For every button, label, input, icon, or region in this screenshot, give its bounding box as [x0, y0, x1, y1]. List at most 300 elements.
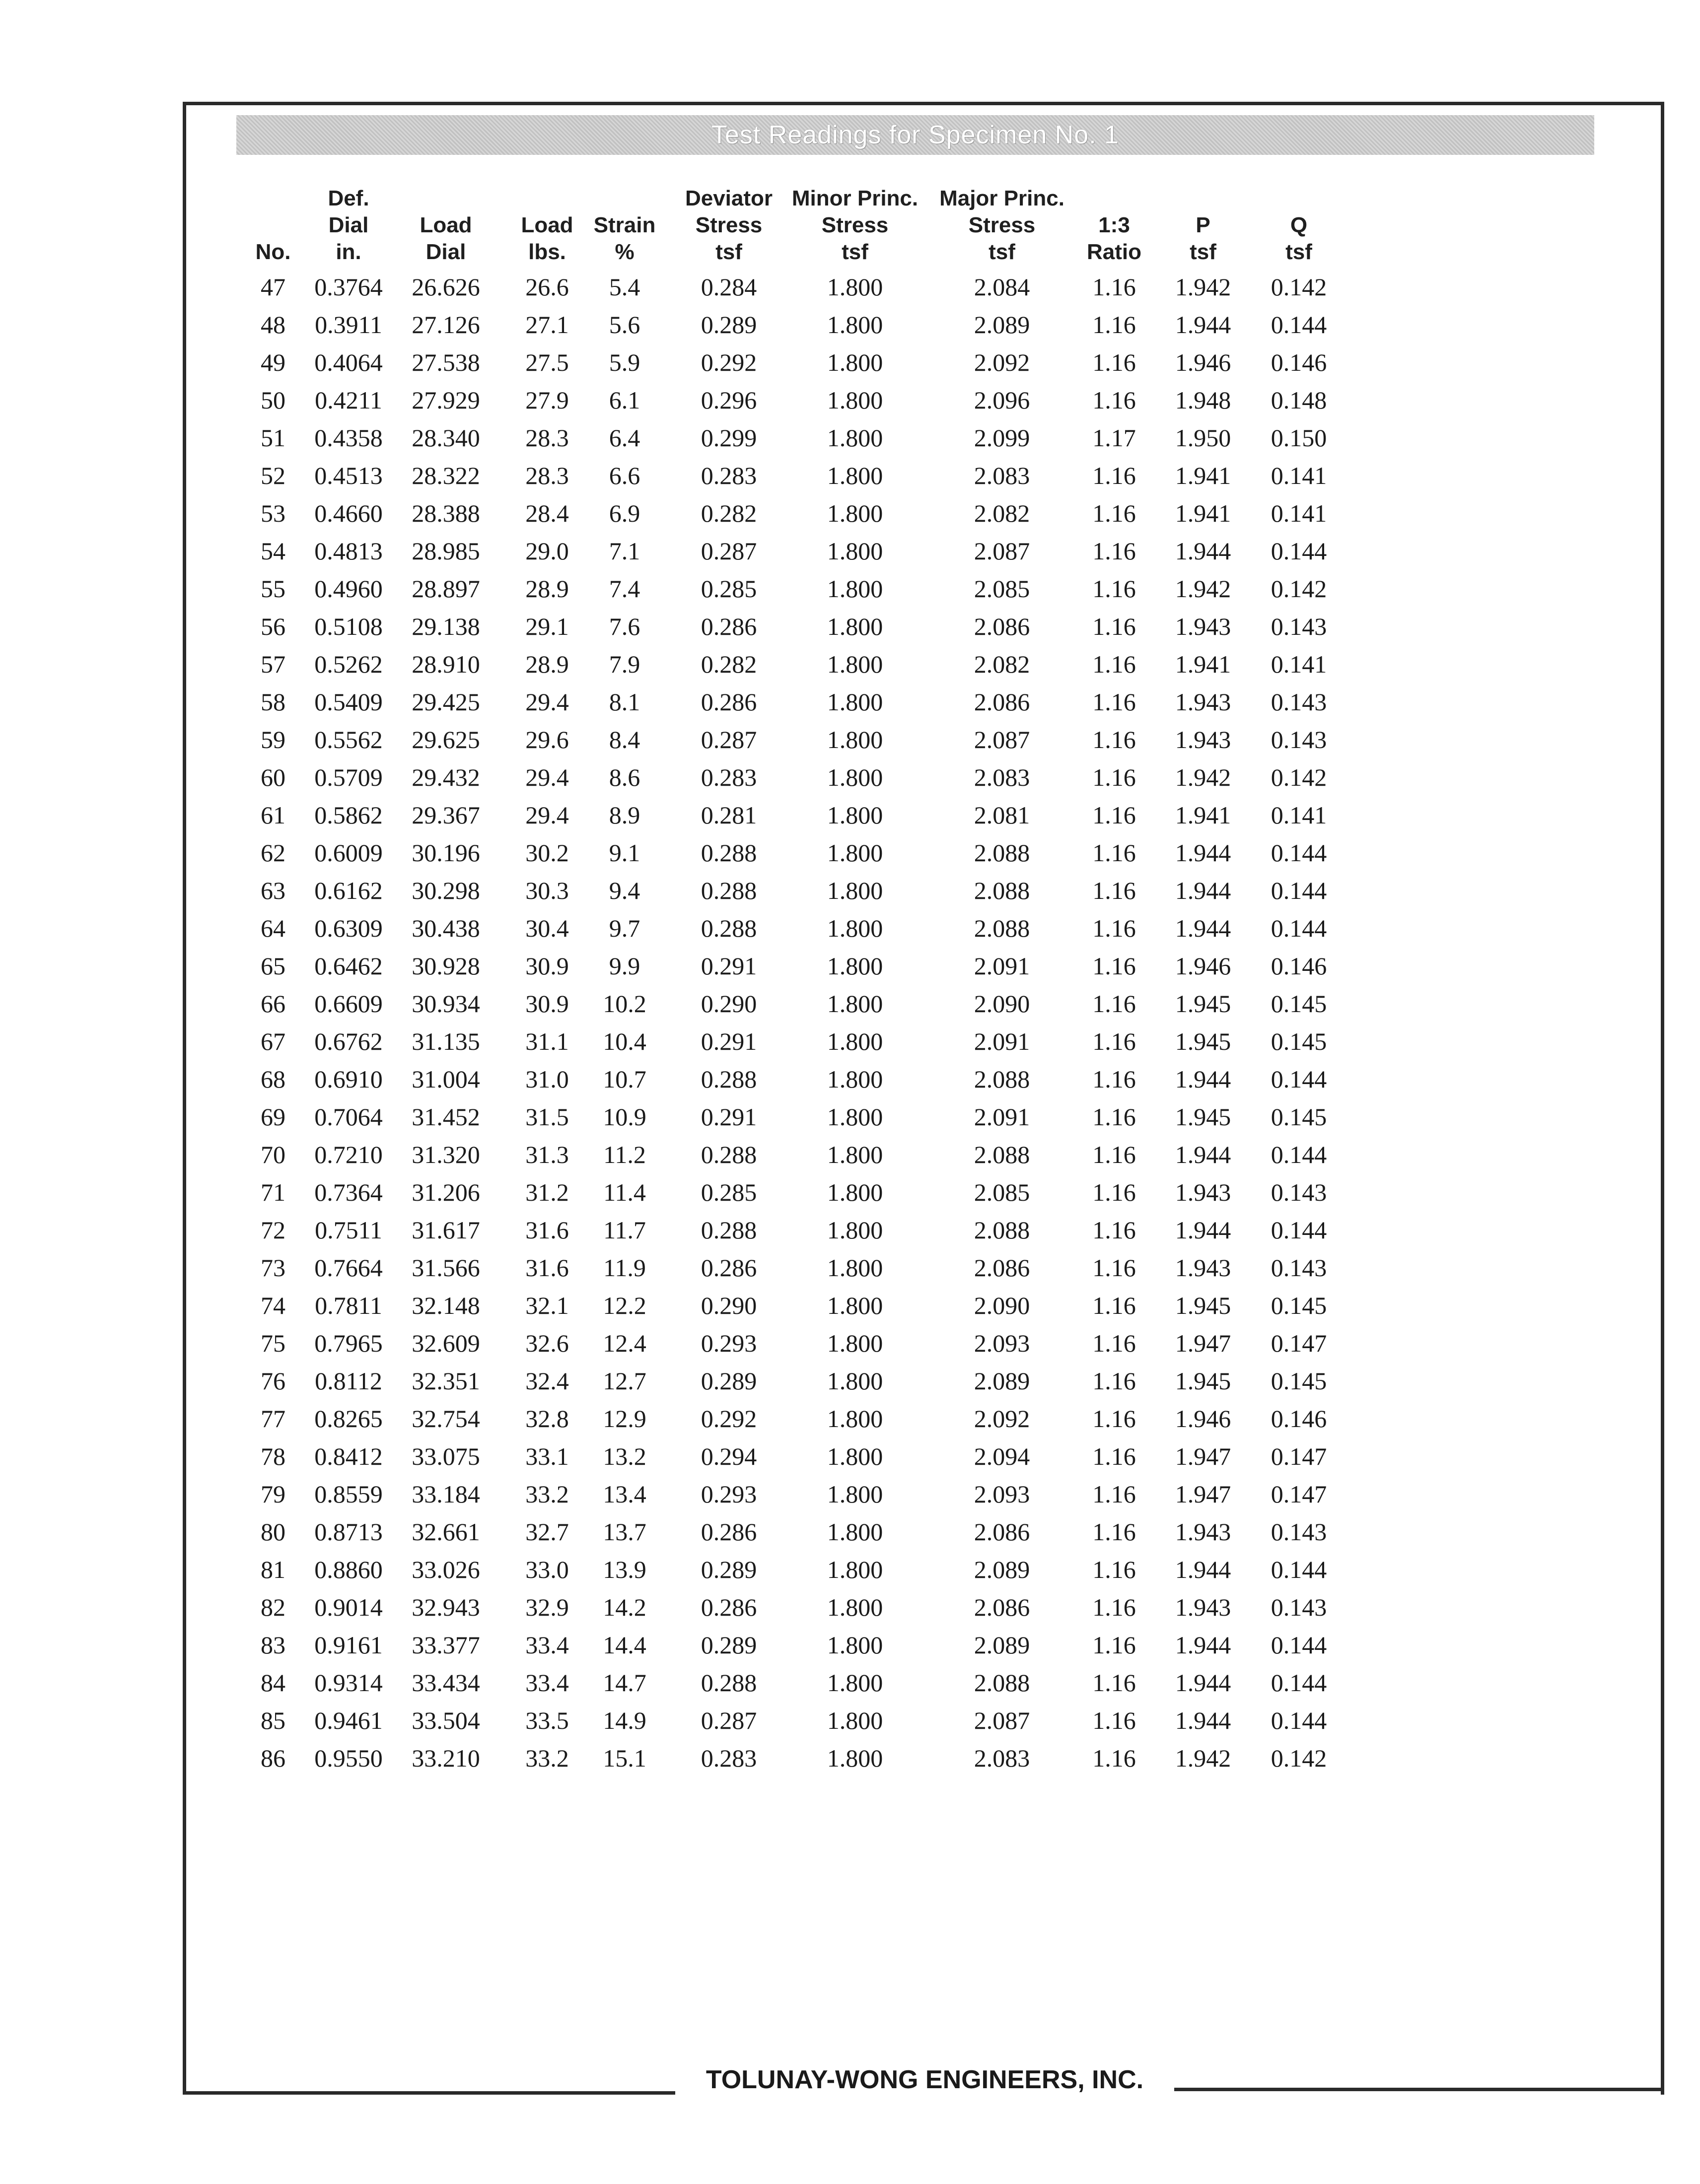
cell-major: 2.092 — [974, 348, 1030, 376]
cell-def-dial: 0.7364 — [314, 1178, 383, 1206]
cell-major: 2.088 — [974, 839, 1030, 867]
cell-p: 1.944 — [1175, 914, 1231, 942]
column-header-line: Stress — [821, 213, 889, 237]
cell-strain: 8.6 — [609, 763, 640, 791]
frame-bottom-rule-right — [1174, 2088, 1664, 2091]
cell-no: 56 — [261, 613, 285, 640]
cell-q: 0.143 — [1271, 1593, 1327, 1621]
table-row — [233, 343, 1425, 381]
cell-p: 1.944 — [1175, 1141, 1231, 1168]
cell-no: 68 — [261, 1065, 285, 1093]
cell-no: 86 — [261, 1744, 285, 1772]
cell-ratio: 1.16 — [1092, 311, 1136, 339]
cell-no: 72 — [261, 1216, 285, 1244]
cell-deviator: 0.292 — [701, 1405, 757, 1433]
cell-major: 2.084 — [974, 273, 1030, 301]
cell-q: 0.143 — [1271, 688, 1327, 716]
table-row — [233, 1664, 1425, 1702]
cell-major: 2.090 — [974, 990, 1030, 1018]
column-header-line: 1:3 — [1098, 213, 1130, 237]
cell-deviator: 0.281 — [701, 801, 757, 829]
cell-no: 63 — [261, 877, 285, 904]
cell-no: 79 — [261, 1480, 285, 1508]
cell-ratio: 1.16 — [1092, 1292, 1136, 1319]
cell-def-dial: 0.7965 — [314, 1329, 383, 1357]
cell-major: 2.091 — [974, 1027, 1030, 1055]
cell-def-dial: 0.6309 — [314, 914, 383, 942]
company-name: TOLUNAY-WONG ENGINEERS, INC. — [706, 2065, 1144, 2094]
table-row — [233, 608, 1425, 645]
cell-ratio: 1.16 — [1092, 952, 1136, 980]
cell-load-dial: 29.625 — [412, 726, 480, 753]
cell-deviator: 0.286 — [701, 1254, 757, 1282]
table-row — [233, 1287, 1425, 1324]
cell-p: 1.944 — [1175, 1556, 1231, 1583]
cell-no: 49 — [261, 348, 285, 376]
table-row — [233, 1136, 1425, 1173]
cell-no: 80 — [261, 1518, 285, 1546]
cell-no: 67 — [261, 1027, 285, 1055]
cell-no: 55 — [261, 575, 285, 603]
cell-load-lbs: 30.3 — [525, 877, 569, 904]
table-row — [233, 1437, 1425, 1475]
cell-minor: 1.800 — [827, 726, 883, 753]
cell-major: 2.093 — [974, 1329, 1030, 1357]
cell-major: 2.099 — [974, 424, 1030, 452]
cell-load-lbs: 28.9 — [525, 575, 569, 603]
cell-p: 1.944 — [1175, 1706, 1231, 1734]
cell-minor: 1.800 — [827, 990, 883, 1018]
cell-strain: 6.9 — [609, 499, 640, 527]
cell-load-lbs: 29.4 — [525, 801, 569, 829]
cell-minor: 1.800 — [827, 1329, 883, 1357]
cell-strain: 11.9 — [603, 1254, 646, 1282]
cell-minor: 1.800 — [827, 499, 883, 527]
cell-q: 0.142 — [1271, 763, 1327, 791]
cell-minor: 1.800 — [827, 1292, 883, 1319]
table-row — [233, 645, 1425, 683]
cell-def-dial: 0.8112 — [315, 1367, 382, 1395]
cell-load-dial: 31.452 — [412, 1103, 480, 1131]
cell-strain: 7.4 — [609, 575, 640, 603]
cell-minor: 1.800 — [827, 1480, 883, 1508]
column-header-line: Dial — [328, 213, 369, 237]
cell-p: 1.942 — [1175, 763, 1231, 791]
cell-minor: 1.800 — [827, 1744, 883, 1772]
cell-no: 85 — [261, 1706, 285, 1734]
table-row — [233, 1249, 1425, 1287]
cell-load-lbs: 28.3 — [525, 462, 569, 489]
cell-strain: 7.6 — [609, 613, 640, 640]
cell-load-lbs: 27.5 — [525, 348, 569, 376]
cell-strain: 5.4 — [609, 273, 640, 301]
cell-deviator: 0.291 — [701, 952, 757, 980]
table-row — [233, 1098, 1425, 1136]
cell-deviator: 0.284 — [701, 273, 757, 301]
cell-def-dial: 0.4960 — [314, 575, 383, 603]
column-header-deviator — [674, 185, 783, 266]
cell-no: 58 — [261, 688, 285, 716]
cell-q: 0.144 — [1271, 1631, 1327, 1659]
cell-load-dial: 29.432 — [412, 763, 480, 791]
cell-strain: 8.1 — [609, 688, 640, 716]
cell-p: 1.943 — [1175, 1254, 1231, 1282]
cell-deviator: 0.294 — [701, 1442, 757, 1470]
cell-ratio: 1.16 — [1092, 1593, 1136, 1621]
cell-p: 1.948 — [1175, 386, 1231, 414]
cell-ratio: 1.16 — [1092, 537, 1136, 565]
cell-load-dial: 31.320 — [412, 1141, 480, 1168]
cell-p: 1.943 — [1175, 1518, 1231, 1546]
cell-def-dial: 0.3764 — [314, 273, 383, 301]
cell-ratio: 1.16 — [1092, 575, 1136, 603]
table-row — [233, 306, 1425, 343]
cell-major: 2.088 — [974, 1669, 1030, 1697]
cell-q: 0.147 — [1271, 1480, 1327, 1508]
cell-strain: 7.9 — [609, 650, 640, 678]
cell-def-dial: 0.8412 — [314, 1442, 383, 1470]
cell-major: 2.086 — [974, 1518, 1030, 1546]
cell-load-lbs: 32.7 — [525, 1518, 569, 1546]
title-banner — [236, 115, 1594, 155]
cell-q: 0.144 — [1271, 839, 1327, 867]
column-header-def-dial — [301, 185, 396, 266]
cell-load-lbs: 32.1 — [525, 1292, 569, 1319]
cell-ratio: 1.16 — [1092, 914, 1136, 942]
cell-no: 60 — [261, 763, 285, 791]
column-header-line: No. — [255, 240, 291, 264]
column-header-p — [1163, 212, 1243, 266]
cell-load-lbs: 29.4 — [525, 688, 569, 716]
cell-q: 0.145 — [1271, 1103, 1327, 1131]
cell-no: 69 — [261, 1103, 285, 1131]
cell-load-lbs: 32.9 — [525, 1593, 569, 1621]
cell-minor: 1.800 — [827, 424, 883, 452]
cell-p: 1.944 — [1175, 877, 1231, 904]
cell-load-dial: 32.148 — [412, 1292, 480, 1319]
table-row — [233, 909, 1425, 947]
table-row — [233, 947, 1425, 985]
table-row — [233, 1626, 1425, 1664]
cell-major: 2.089 — [974, 1556, 1030, 1583]
cell-q: 0.146 — [1271, 952, 1327, 980]
cell-q: 0.143 — [1271, 1518, 1327, 1546]
cell-deviator: 0.286 — [701, 688, 757, 716]
cell-ratio: 1.16 — [1092, 877, 1136, 904]
cell-load-dial: 33.210 — [412, 1744, 480, 1772]
cell-minor: 1.800 — [827, 1669, 883, 1697]
table-row — [233, 1023, 1425, 1060]
cell-deviator: 0.287 — [701, 537, 757, 565]
cell-load-dial: 31.566 — [412, 1254, 480, 1282]
column-header-line: % — [615, 240, 635, 264]
cell-load-dial: 33.504 — [412, 1706, 480, 1734]
cell-minor: 1.800 — [827, 1367, 883, 1395]
cell-ratio: 1.16 — [1092, 1367, 1136, 1395]
cell-ratio: 1.16 — [1092, 1103, 1136, 1131]
cell-strain: 10.2 — [603, 990, 646, 1018]
cell-strain: 5.9 — [609, 348, 640, 376]
table-row — [233, 268, 1425, 306]
cell-load-dial: 28.985 — [412, 537, 480, 565]
cell-p: 1.943 — [1175, 613, 1231, 640]
cell-no: 59 — [261, 726, 285, 753]
cell-deviator: 0.290 — [701, 990, 757, 1018]
cell-strain: 11.2 — [603, 1141, 646, 1168]
cell-q: 0.148 — [1271, 386, 1327, 414]
cell-ratio: 1.16 — [1092, 650, 1136, 678]
cell-ratio: 1.16 — [1092, 1442, 1136, 1470]
cell-no: 47 — [261, 273, 285, 301]
cell-deviator: 0.288 — [701, 1216, 757, 1244]
cell-ratio: 1.16 — [1092, 839, 1136, 867]
cell-deviator: 0.287 — [701, 1706, 757, 1734]
column-header-line: Dial — [425, 240, 466, 264]
cell-load-dial: 33.026 — [412, 1556, 480, 1583]
cell-ratio: 1.16 — [1092, 613, 1136, 640]
cell-major: 2.082 — [974, 499, 1030, 527]
cell-load-dial: 29.367 — [412, 801, 480, 829]
cell-major: 2.086 — [974, 1254, 1030, 1282]
cell-deviator: 0.288 — [701, 839, 757, 867]
column-header-line: Deviator — [685, 186, 773, 210]
cell-p: 1.947 — [1175, 1442, 1231, 1470]
column-header-q — [1259, 212, 1339, 266]
cell-no: 53 — [261, 499, 285, 527]
cell-load-dial: 33.434 — [412, 1669, 480, 1697]
table-row — [233, 1060, 1425, 1098]
column-header-line: tsf — [989, 240, 1015, 264]
cell-minor: 1.800 — [827, 1556, 883, 1583]
cell-load-lbs: 29.4 — [525, 763, 569, 791]
cell-def-dial: 0.6762 — [314, 1027, 383, 1055]
cell-ratio: 1.16 — [1092, 1556, 1136, 1583]
cell-strain: 14.2 — [603, 1593, 646, 1621]
cell-major: 2.086 — [974, 1593, 1030, 1621]
cell-load-dial: 28.388 — [412, 499, 480, 527]
cell-minor: 1.800 — [827, 1631, 883, 1659]
cell-p: 1.946 — [1175, 952, 1231, 980]
cell-deviator: 0.288 — [701, 1065, 757, 1093]
cell-load-lbs: 31.5 — [525, 1103, 569, 1131]
cell-load-dial: 31.135 — [412, 1027, 480, 1055]
cell-p: 1.941 — [1175, 462, 1231, 489]
cell-p: 1.941 — [1175, 801, 1231, 829]
cell-major: 2.092 — [974, 1405, 1030, 1433]
cell-strain: 9.1 — [609, 839, 640, 867]
cell-strain: 12.9 — [603, 1405, 646, 1433]
column-header-line: Strain — [593, 213, 656, 237]
cell-load-lbs: 31.1 — [525, 1027, 569, 1055]
cell-def-dial: 0.9550 — [314, 1744, 383, 1772]
cell-deviator: 0.283 — [701, 462, 757, 489]
cell-deviator: 0.282 — [701, 499, 757, 527]
column-header-line: Load — [420, 213, 472, 237]
column-header-line: lbs. — [528, 240, 566, 264]
cell-p: 1.944 — [1175, 1216, 1231, 1244]
cell-load-lbs: 30.9 — [525, 990, 569, 1018]
table-row — [233, 834, 1425, 872]
cell-def-dial: 0.9161 — [314, 1631, 383, 1659]
column-header-line: Q — [1290, 213, 1308, 237]
cell-no: 82 — [261, 1593, 285, 1621]
cell-deviator: 0.286 — [701, 1593, 757, 1621]
cell-major: 2.082 — [974, 650, 1030, 678]
cell-p: 1.947 — [1175, 1329, 1231, 1357]
cell-p: 1.945 — [1175, 1367, 1231, 1395]
cell-no: 52 — [261, 462, 285, 489]
cell-deviator: 0.291 — [701, 1027, 757, 1055]
cell-major: 2.090 — [974, 1292, 1030, 1319]
cell-p: 1.943 — [1175, 688, 1231, 716]
cell-p: 1.944 — [1175, 839, 1231, 867]
cell-load-dial: 33.184 — [412, 1480, 480, 1508]
cell-load-dial: 33.075 — [412, 1442, 480, 1470]
cell-load-lbs: 33.0 — [525, 1556, 569, 1583]
cell-def-dial: 0.8265 — [314, 1405, 383, 1433]
cell-def-dial: 0.4211 — [315, 386, 382, 414]
cell-minor: 1.800 — [827, 1254, 883, 1282]
cell-strain: 8.4 — [609, 726, 640, 753]
cell-deviator: 0.283 — [701, 763, 757, 791]
column-header-line: Major Princ. — [939, 186, 1064, 210]
cell-load-dial: 30.928 — [412, 952, 480, 980]
cell-load-dial: 32.609 — [412, 1329, 480, 1357]
cell-strain: 5.6 — [609, 311, 640, 339]
table-row — [233, 1513, 1425, 1551]
cell-major: 2.089 — [974, 311, 1030, 339]
cell-ratio: 1.16 — [1092, 1065, 1136, 1093]
cell-strain: 6.4 — [609, 424, 640, 452]
cell-strain: 12.4 — [603, 1329, 646, 1357]
cell-strain: 14.9 — [603, 1706, 646, 1734]
cell-q: 0.144 — [1271, 914, 1327, 942]
cell-def-dial: 0.4813 — [314, 537, 383, 565]
cell-deviator: 0.285 — [701, 575, 757, 603]
cell-load-lbs: 28.4 — [525, 499, 569, 527]
cell-deviator: 0.289 — [701, 311, 757, 339]
cell-def-dial: 0.8860 — [314, 1556, 383, 1583]
column-header-major — [927, 185, 1076, 266]
cell-no: 70 — [261, 1141, 285, 1168]
cell-major: 2.081 — [974, 801, 1030, 829]
cell-q: 0.143 — [1271, 726, 1327, 753]
cell-load-dial: 26.626 — [412, 273, 480, 301]
cell-load-lbs: 29.0 — [525, 537, 569, 565]
cell-major: 2.086 — [974, 613, 1030, 640]
cell-q: 0.143 — [1271, 1254, 1327, 1282]
cell-def-dial: 0.5562 — [314, 726, 383, 753]
cell-minor: 1.800 — [827, 1706, 883, 1734]
cell-minor: 1.800 — [827, 1178, 883, 1206]
cell-strain: 12.7 — [603, 1367, 646, 1395]
cell-load-lbs: 30.2 — [525, 839, 569, 867]
cell-no: 83 — [261, 1631, 285, 1659]
cell-load-lbs: 33.1 — [525, 1442, 569, 1470]
cell-load-dial: 30.298 — [412, 877, 480, 904]
cell-minor: 1.800 — [827, 613, 883, 640]
cell-q: 0.141 — [1271, 650, 1327, 678]
cell-load-lbs: 31.2 — [525, 1178, 569, 1206]
cell-no: 77 — [261, 1405, 285, 1433]
column-header-line: Ratio — [1087, 240, 1141, 264]
cell-ratio: 1.16 — [1092, 1405, 1136, 1433]
cell-minor: 1.800 — [827, 462, 883, 489]
cell-load-dial: 28.897 — [412, 575, 480, 603]
cell-strain: 10.7 — [603, 1065, 646, 1093]
cell-major: 2.085 — [974, 575, 1030, 603]
table-row — [233, 1475, 1425, 1513]
column-header-line: Load — [521, 213, 573, 237]
cell-major: 2.083 — [974, 763, 1030, 791]
cell-ratio: 1.16 — [1092, 1631, 1136, 1659]
table-row — [233, 419, 1425, 457]
cell-q: 0.142 — [1271, 1744, 1327, 1772]
cell-strain: 10.4 — [603, 1027, 646, 1055]
cell-major: 2.094 — [974, 1442, 1030, 1470]
cell-q: 0.141 — [1271, 499, 1327, 527]
cell-load-lbs: 31.6 — [525, 1216, 569, 1244]
cell-load-lbs: 33.2 — [525, 1744, 569, 1772]
cell-deviator: 0.288 — [701, 877, 757, 904]
cell-p: 1.946 — [1175, 348, 1231, 376]
cell-major: 2.085 — [974, 1178, 1030, 1206]
cell-load-lbs: 27.1 — [525, 311, 569, 339]
cell-load-dial: 30.438 — [412, 914, 480, 942]
cell-def-dial: 0.4064 — [314, 348, 383, 376]
cell-strain: 9.9 — [609, 952, 640, 980]
cell-load-lbs: 29.6 — [525, 726, 569, 753]
cell-major: 2.093 — [974, 1480, 1030, 1508]
cell-no: 78 — [261, 1442, 285, 1470]
cell-no: 76 — [261, 1367, 285, 1395]
cell-no: 66 — [261, 990, 285, 1018]
cell-def-dial: 0.7664 — [314, 1254, 383, 1282]
cell-q: 0.141 — [1271, 462, 1327, 489]
cell-major: 2.083 — [974, 462, 1030, 489]
cell-load-lbs: 27.9 — [525, 386, 569, 414]
cell-deviator: 0.282 — [701, 650, 757, 678]
cell-ratio: 1.16 — [1092, 1254, 1136, 1282]
cell-load-lbs: 30.9 — [525, 952, 569, 980]
cell-load-dial: 29.138 — [412, 613, 480, 640]
cell-q: 0.141 — [1271, 801, 1327, 829]
cell-ratio: 1.16 — [1092, 990, 1136, 1018]
cell-no: 71 — [261, 1178, 285, 1206]
cell-q: 0.142 — [1271, 575, 1327, 603]
cell-minor: 1.800 — [827, 537, 883, 565]
column-header-line: tsf — [1190, 240, 1216, 264]
cell-deviator: 0.289 — [701, 1367, 757, 1395]
cell-ratio: 1.16 — [1092, 1141, 1136, 1168]
cell-load-lbs: 33.4 — [525, 1669, 569, 1697]
cell-q: 0.144 — [1271, 311, 1327, 339]
cell-major: 2.096 — [974, 386, 1030, 414]
cell-minor: 1.800 — [827, 914, 883, 942]
cell-ratio: 1.16 — [1092, 1518, 1136, 1546]
cell-strain: 9.4 — [609, 877, 640, 904]
cell-def-dial: 0.7811 — [315, 1292, 382, 1319]
cell-q: 0.144 — [1271, 1556, 1327, 1583]
cell-def-dial: 0.6462 — [314, 952, 383, 980]
column-header-line: Stress — [968, 213, 1036, 237]
cell-no: 65 — [261, 952, 285, 980]
cell-strain: 13.2 — [603, 1442, 646, 1470]
column-header-load-lbs — [510, 212, 584, 266]
table-row — [233, 1362, 1425, 1400]
cell-no: 54 — [261, 537, 285, 565]
cell-minor: 1.800 — [827, 801, 883, 829]
